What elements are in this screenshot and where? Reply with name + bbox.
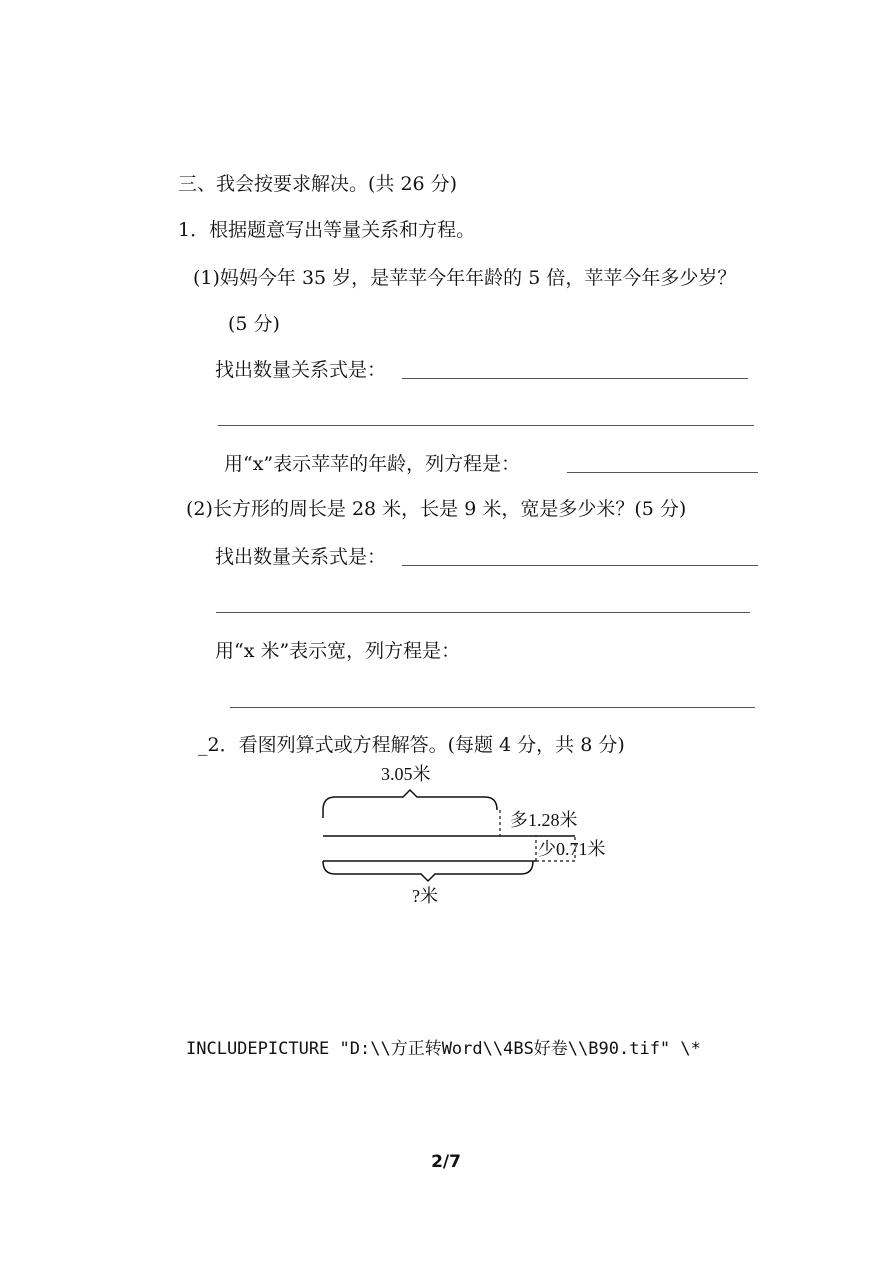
bottom-brace: [323, 861, 533, 881]
answer-line-1b[interactable]: [218, 425, 754, 426]
answer-line-2a[interactable]: [402, 565, 758, 566]
answer-line-1c[interactable]: [567, 472, 758, 473]
equation-label-2: 用“x 米”表示宽，列方程是：: [215, 640, 461, 662]
relation-label-1: 找出数量关系式是：: [215, 359, 387, 381]
include-picture-field: INCLUDEPICTURE "D:\\方正转Word\\4BS好卷\\B90.tif" \*: [186, 1039, 701, 1059]
question-2-title: _2．看图列算式或方程解答。(每题 4 分，共 8 分): [198, 734, 625, 756]
top-brace: [323, 790, 497, 810]
question-1-1-score: (5 分): [228, 313, 280, 335]
answer-line-2b[interactable]: [216, 612, 750, 613]
diagram-bottom-label: ?米: [412, 886, 438, 906]
question-1-1-text: (1)妈妈今年 35 岁，是苹苹今年年龄的 5 倍，苹苹今年多少岁？: [193, 267, 737, 289]
answer-line-2c[interactable]: [230, 707, 755, 708]
diagram-top-label: 3.05米: [381, 764, 431, 784]
diagram-less-label: 少0.71米: [538, 839, 606, 859]
diagram-more-label: 多1.28米: [510, 810, 578, 830]
question-1-title: 1．根据题意写出等量关系和方程。: [178, 219, 476, 241]
question-1-2-text: (2)长方形的周长是 28 米，长是 9 米，宽是多少米？(5 分): [186, 498, 687, 520]
page-number: 2/7: [431, 1152, 461, 1172]
section-heading: 三、我会按要求解决。(共 26 分): [178, 173, 458, 195]
relation-label-2: 找出数量关系式是：: [215, 546, 387, 568]
answer-line-1a[interactable]: [402, 378, 748, 379]
equation-label-1: 用“x”表示苹苹的年龄，列方程是：: [224, 453, 521, 475]
less-dashed-box: [536, 836, 575, 861]
